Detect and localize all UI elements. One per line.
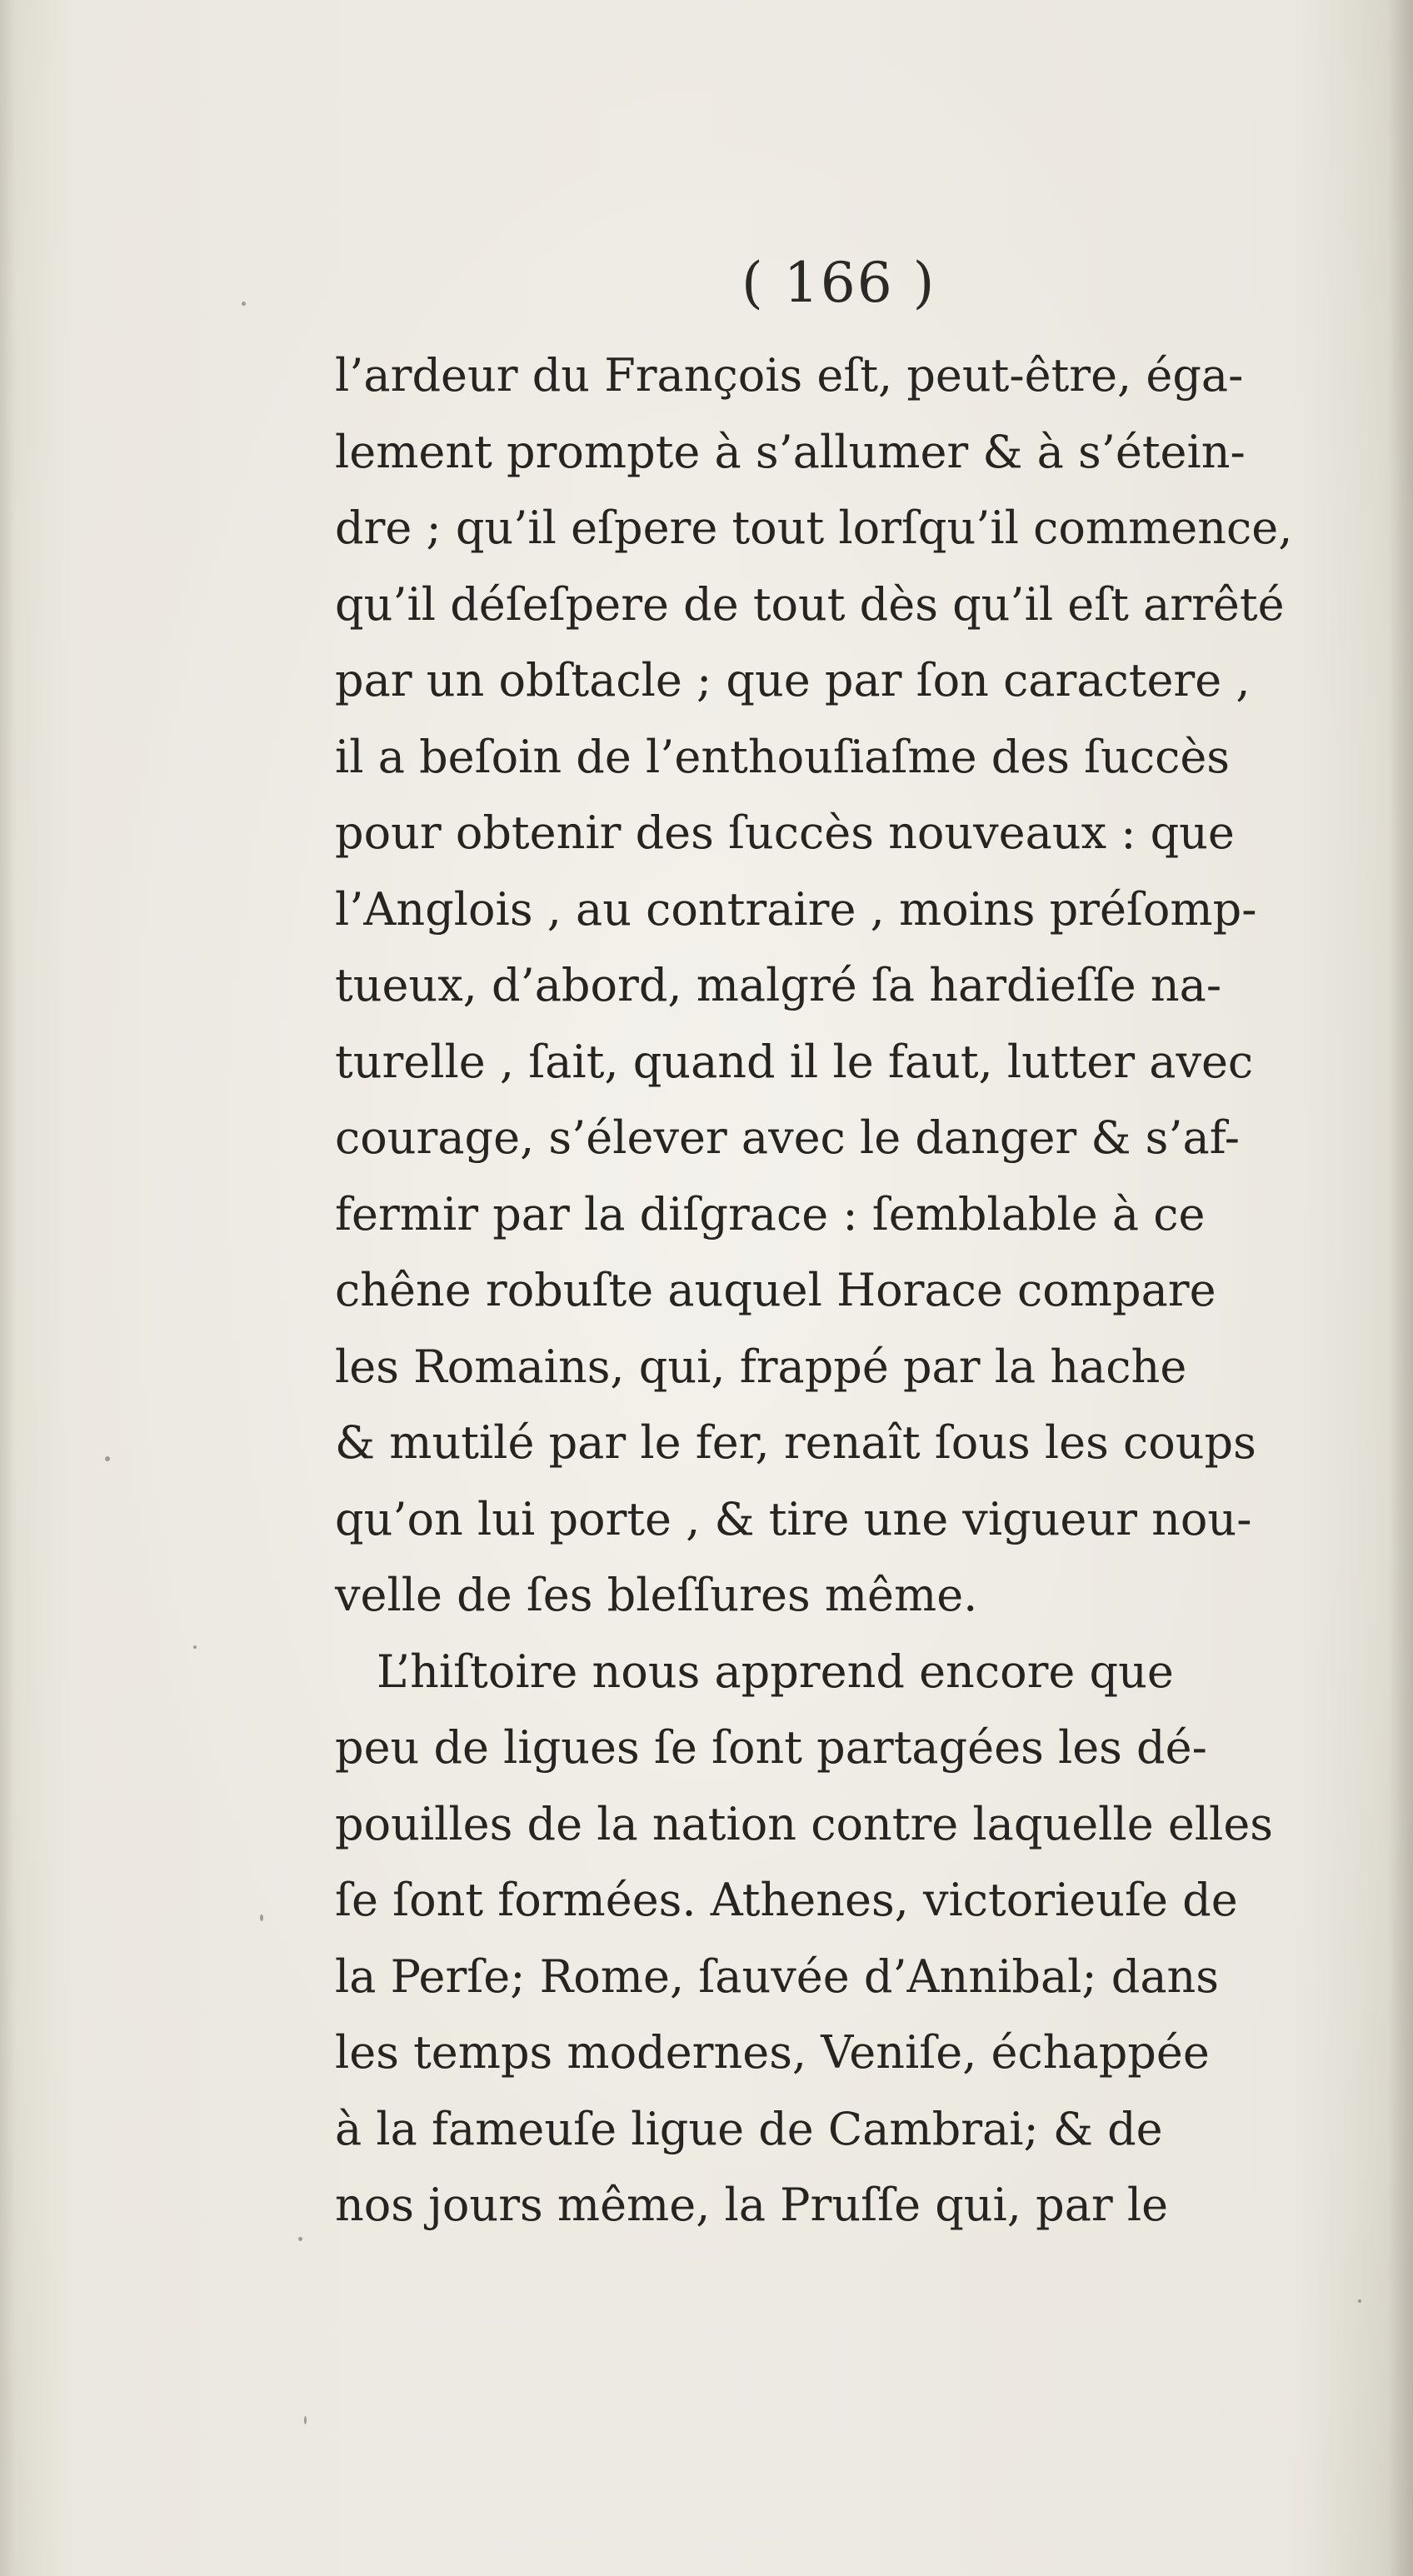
paper-speck (304, 2416, 307, 2424)
text-line: il a beſoin de l’enthouſiaſme des ſuccès (335, 730, 1231, 783)
text-line: par un obſtacle ; que par ſon caractere , (335, 654, 1251, 706)
text-line: la Perſe; Rome, ſauvée d’Annibal; dans (335, 1949, 1220, 2003)
text-line: & mutilé par le fer, renaît ſous les coups (335, 1416, 1256, 1469)
text-line: chêne robuſte auquel Horace compare (335, 1264, 1216, 1316)
text-line: ſe ſont formées. Athenes, victorieuſe de (335, 1874, 1238, 1926)
text-line: les temps modernes, Veniſe, échappée (335, 2026, 1210, 2079)
text-line: nos jours même, la Pruſſe qui, par le (335, 2179, 1169, 2231)
text-line: pour obtenir des ſuccès nouveaux : que (335, 806, 1235, 859)
text-line: peu de ligues ſe ſont partagées les dé- (335, 1721, 1207, 1774)
paper-speck (298, 2237, 302, 2241)
text-line: courage, s’élever avec le danger & s’af- (335, 1111, 1241, 1164)
text-line: les Romains, qui, frappé par la hache (335, 1340, 1187, 1393)
text-line: turelle , ſait, quand il le faut, lutter avec (335, 1035, 1254, 1088)
text-line: à la fameuſe ligue de Cambrai; & de (335, 2102, 1163, 2155)
page-number: ( 166 ) (741, 251, 936, 315)
text-line: tueux, d’abord, malgré ſa hardieſſe na- (335, 959, 1222, 1011)
text-line: l’ardeur du François eſt, peut-être, éga- (335, 349, 1244, 402)
text-line: pouilles de la nation contre laquelle elles (335, 1797, 1273, 1850)
text-line: dre ; qu’il eſpere tout lorſqu’il commence, (335, 502, 1293, 554)
paper-speck (260, 1915, 263, 1921)
paper-speck (105, 1456, 110, 1461)
paper-speck (193, 1645, 197, 1649)
text-line: fermir par la diſgrace : ſemblable à ce (335, 1187, 1206, 1241)
text-line: l’Anglois , au contraire , moins préſomp- (335, 882, 1257, 936)
paragraph-start-line: L’hiſtoire nous apprend encore que (377, 1645, 1174, 1698)
text-line: qu’on lui porte , & tire une vigueur nou- (335, 1492, 1252, 1545)
text-line: lement prompte à s’allumer & à s’étein- (335, 425, 1246, 478)
page-left-edge (0, 0, 15, 2576)
paper-speck (1358, 2299, 1361, 2303)
paper-speck (242, 302, 246, 306)
text-line: qu’il déſeſpere de tout dès qu’il eſt arrêté (335, 577, 1285, 631)
text-line: velle de ſes bleſſures même. (335, 1569, 978, 1621)
body-text (335, 337, 1413, 2244)
